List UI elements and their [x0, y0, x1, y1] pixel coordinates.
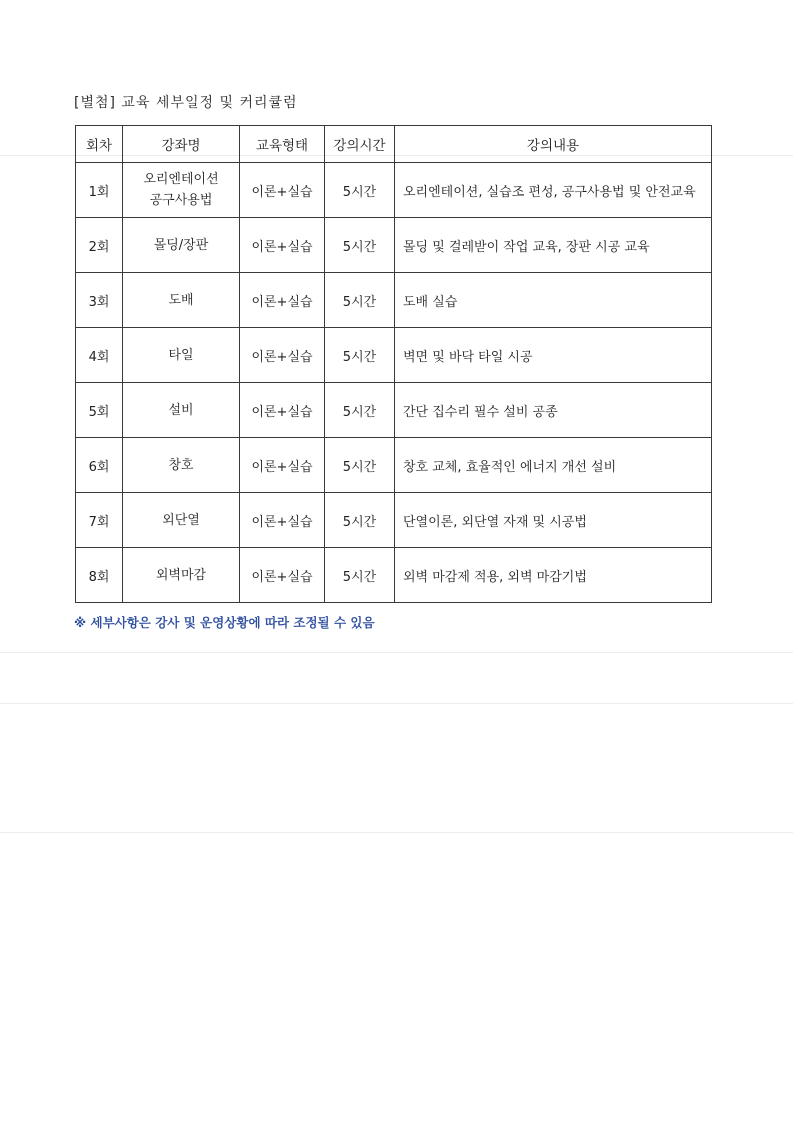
- course-name-cell: 몰딩/장판: [123, 218, 240, 273]
- format-cell: 이론+실습: [240, 163, 325, 218]
- content-cell: 벽면 및 바닥 타일 시공: [395, 328, 712, 383]
- session-cell: 8회: [76, 548, 123, 603]
- content-cell: 외벽 마감제 적용, 외벽 마감기법: [395, 548, 712, 603]
- hours-cell: 5시간: [325, 438, 395, 493]
- hours-cell: 5시간: [325, 383, 395, 438]
- format-cell: 이론+실습: [240, 383, 325, 438]
- course-name-cell: 설비: [123, 383, 240, 438]
- format-cell: 이론+실습: [240, 548, 325, 603]
- content-cell: 창호 교체, 효율적인 에너지 개선 설비: [395, 438, 712, 493]
- hours-cell: 5시간: [325, 273, 395, 328]
- hours-cell: 5시간: [325, 163, 395, 218]
- content-cell: 단열이론, 외단열 자재 및 시공법: [395, 493, 712, 548]
- content-cell: 몰딩 및 걸레받이 작업 교육, 장판 시공 교육: [395, 218, 712, 273]
- course-name-cell: 타일: [123, 328, 240, 383]
- table-row: [76, 163, 712, 218]
- course-name-cell: 창호: [123, 438, 240, 493]
- footnote-note: ※ 세부사항은 강사 및 운영상황에 따라 조정될 수 있음: [74, 615, 375, 630]
- course-name-cell: 도배: [123, 273, 240, 328]
- session-cell: 6회: [76, 438, 123, 493]
- session-cell: 7회: [76, 493, 123, 548]
- format-cell: 이론+실습: [240, 218, 325, 273]
- table-row: [76, 548, 712, 603]
- header-hours: 강의시간: [325, 126, 395, 163]
- course-name-cell: 외단열: [123, 493, 240, 548]
- scan-artifact-line: [0, 652, 793, 653]
- table-row: [76, 493, 712, 548]
- table-row: [76, 438, 712, 493]
- table-row: [76, 383, 712, 438]
- table-header-row: [76, 126, 712, 163]
- content-cell: 오리엔테이션, 실습조 편성, 공구사용법 및 안전교육: [395, 163, 712, 218]
- header-format: 교육형태: [240, 126, 325, 163]
- session-cell: 2회: [76, 218, 123, 273]
- hours-cell: 5시간: [325, 218, 395, 273]
- format-cell: 이론+실습: [240, 273, 325, 328]
- session-cell: 3회: [76, 273, 123, 328]
- format-cell: 이론+실습: [240, 328, 325, 383]
- format-cell: 이론+실습: [240, 438, 325, 493]
- header-content: 강의내용: [395, 126, 712, 163]
- hours-cell: 5시간: [325, 328, 395, 383]
- hours-cell: 5시간: [325, 493, 395, 548]
- course-name-cell: 외벽마감: [123, 548, 240, 603]
- session-cell: 5회: [76, 383, 123, 438]
- document-title: [별첨] 교육 세부일정 및 커리큘럼: [74, 95, 298, 111]
- hours-cell: 5시간: [325, 548, 395, 603]
- header-session: 회차: [76, 126, 123, 163]
- session-cell: 4회: [76, 328, 123, 383]
- session-cell: 1회: [76, 163, 123, 218]
- content-cell: 간단 집수리 필수 설비 공종: [395, 383, 712, 438]
- curriculum-table: [75, 125, 712, 603]
- scan-artifact-line: [0, 832, 793, 833]
- content-cell: 도배 실습: [395, 273, 712, 328]
- table-row: [76, 273, 712, 328]
- course-name-cell: 오리엔테이션 공구사용법: [123, 163, 240, 218]
- scan-artifact-line: [0, 703, 793, 704]
- header-course-name: 강좌명: [123, 126, 240, 163]
- table-row: [76, 218, 712, 273]
- format-cell: 이론+실습: [240, 493, 325, 548]
- table-row: [76, 328, 712, 383]
